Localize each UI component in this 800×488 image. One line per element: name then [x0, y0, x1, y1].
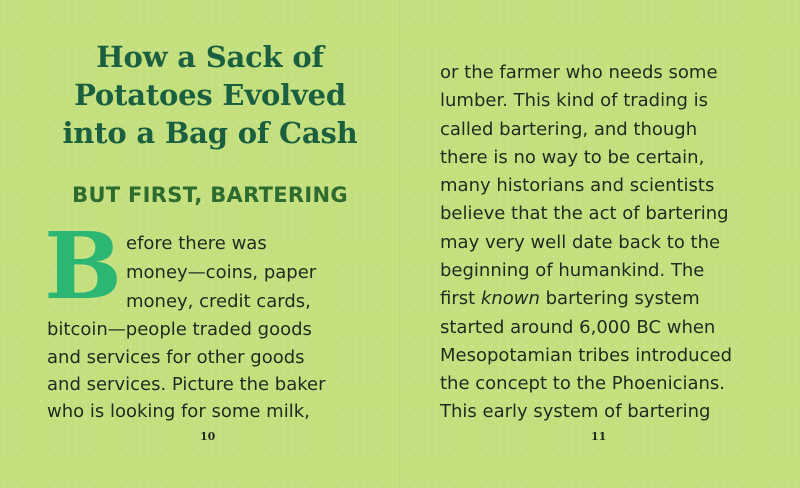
right-page — [400, 0, 800, 488]
body-line: and services for other goods — [47, 347, 305, 368]
drop-cap: B — [44, 212, 122, 320]
emphasis-text: known — [480, 288, 540, 309]
body-line: bitcoin—people traded goods — [47, 319, 312, 340]
page-number: 10 — [200, 430, 216, 443]
body-line: money, credit cards, — [126, 291, 311, 312]
body-line: lumber. This kind of trading is — [440, 90, 709, 111]
body-text: bartering system — [539, 288, 700, 309]
body-line: who is looking for some milk, — [47, 401, 310, 422]
body-line: called bartering, and though — [440, 119, 698, 140]
body-line: money—coins, paper — [126, 262, 317, 283]
body-line: the concept to the Phoenicians. — [440, 373, 726, 394]
body-line: started around 6,000 BC when — [440, 317, 716, 338]
body-line: or the farmer who needs some — [440, 62, 718, 83]
body-line: may very well date back to the — [440, 232, 721, 253]
body-line: This early system of bartering — [440, 401, 711, 422]
section-subhead: BUT FIRST, BARTERING — [72, 183, 348, 207]
body-line: efore there was — [126, 233, 267, 254]
body-line: many historians and scientists — [440, 175, 715, 196]
chapter-title: How a Sack of Potatoes Evolved into a Bag of Cash — [62, 40, 358, 150]
body-line: believe that the act of bartering — [440, 203, 729, 224]
body-text: first — [440, 288, 481, 309]
body-line: and services. Picture the baker — [47, 374, 326, 395]
body-line: Mesopotamian tribes introduced — [440, 345, 732, 366]
body-line: beginning of humankind. The — [440, 260, 705, 281]
body-line: there is no way to be certain, — [440, 147, 705, 168]
page-number: 11 — [591, 430, 607, 443]
body-line — [440, 284, 700, 313]
